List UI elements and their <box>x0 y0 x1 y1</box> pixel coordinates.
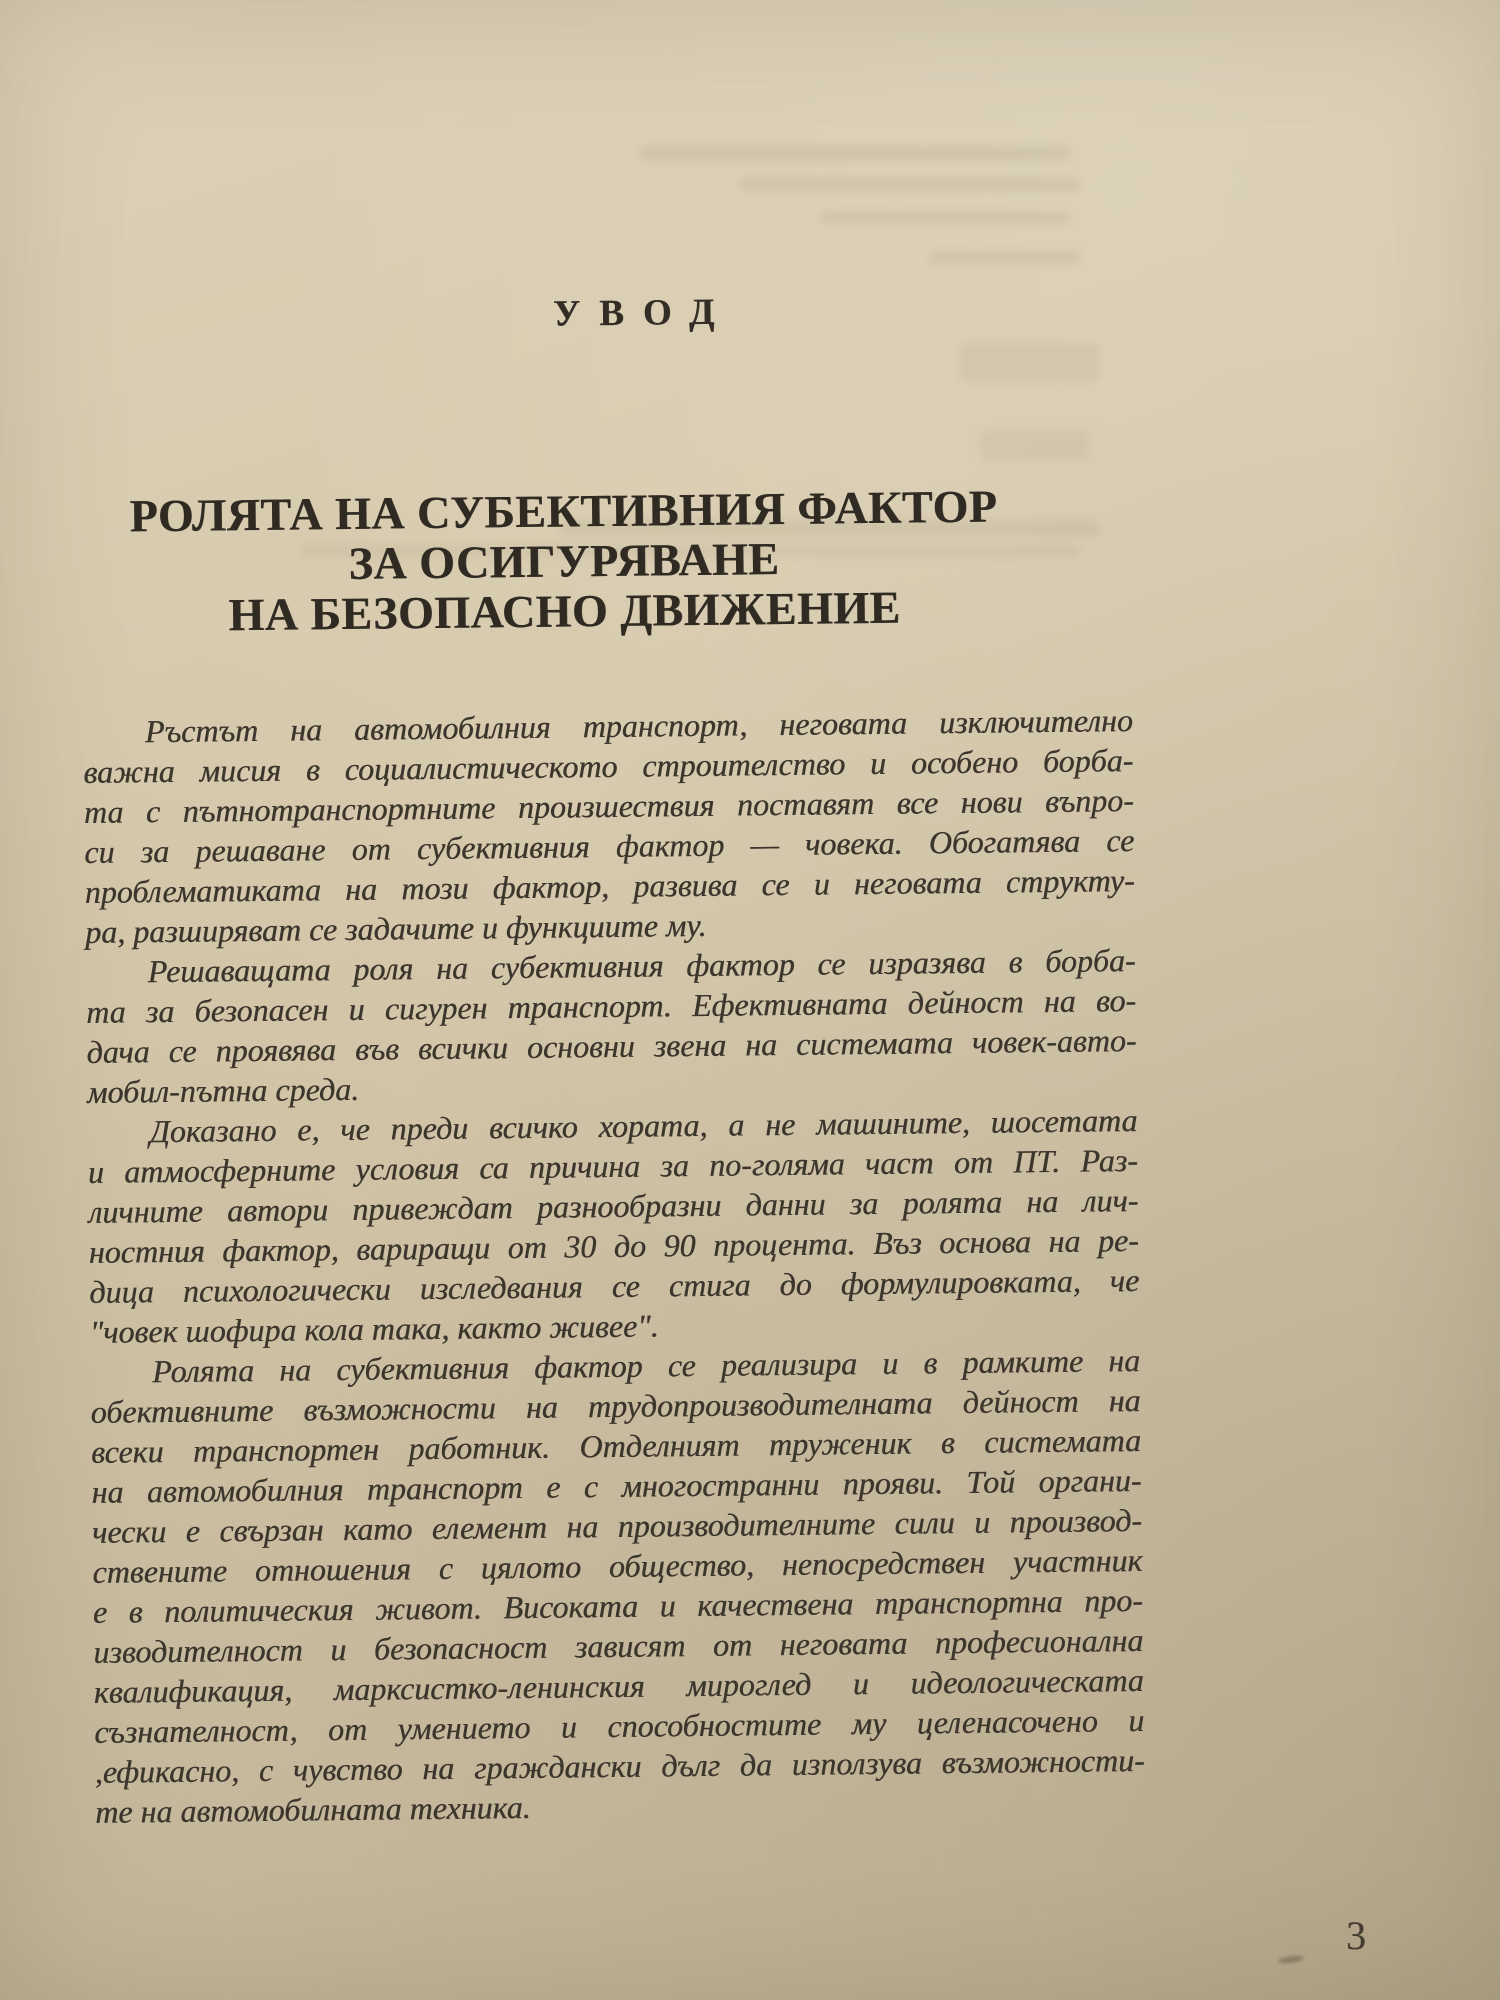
body-line: Решаващата роля на субективния фактор се изразява в борба- <box>147 942 1136 990</box>
body-line: на автомобилния транспорт е с многостранни прояви. Той органи- <box>91 1462 1142 1510</box>
body-line: ,ефикасно, с чувство на граждански дълг да използува възможности- <box>94 1741 1145 1790</box>
body-line: чески е свързан като елемент на производителните сили и производ- <box>91 1502 1143 1550</box>
body-line: проблематиката на този фактор, развива се и неговата структу- <box>84 862 1135 910</box>
body-line: всеки транспортен работник. Отделният труженик в системата <box>90 1422 1142 1470</box>
section-heading-line: РОЛЯТА НА СУБЕКТИВНИЯ ФАКТОР <box>129 480 998 542</box>
paragraph <box>87 1100 1140 1352</box>
body-line: съзнателност, от умението и способностите му целенасочено и <box>94 1701 1145 1750</box>
body-line: Доказано е, че преди всичко хората, а не машините, шосетата <box>149 1102 1138 1150</box>
body-text <box>83 700 1146 1832</box>
body-line: обективните възможности на трудопроизводителната дейност на <box>90 1382 1141 1430</box>
page-number: 3 <box>1346 1913 1366 1958</box>
body-line: важна мисия в социалистическото строителство и особено борба- <box>83 742 1134 790</box>
body-line: та за безопасен и сигурен транспорт. Ефективната дейност на во- <box>85 982 1137 1030</box>
body-line: е в политическия живот. Високата и качествена транспортна про- <box>92 1582 1144 1630</box>
body-line: дица психологически изследвания се стига до формулировката, че <box>89 1262 1140 1310</box>
body-line: Ролята на субективния фактор се реализира и в рамките на <box>151 1342 1141 1390</box>
body-line: личните автори привеждат разнообразни данни за ролята на лич- <box>88 1182 1139 1230</box>
body-line: ствените отношения с цялото общество, непосредствен участник <box>92 1542 1143 1590</box>
section-heading <box>38 481 1090 643</box>
scan-smudge <box>1278 1954 1305 1965</box>
paragraph <box>83 700 1136 952</box>
body-line: и атмосферните условия са причина за по-голяма част от ПТ. Раз- <box>87 1142 1139 1190</box>
body-line: те на автомобилната техника. <box>94 1788 531 1830</box>
chapter-title: УВОД <box>552 291 734 335</box>
paragraph <box>90 1340 1145 1832</box>
body-line: си за решаване от субективния фактор — човека. Обогатява се <box>84 822 1135 870</box>
body-line: "човек шофира кола така, както живее". <box>89 1307 659 1350</box>
section-heading-line: ЗА ОСИГУРЯВАНЕ <box>348 533 780 589</box>
body-line: ра, разширяват се задачите и функциите му. <box>84 906 707 950</box>
page-content <box>75 0 1146 1832</box>
body-line: мобил-пътна среда. <box>86 1070 360 1110</box>
body-line: квалификация, марксистко-ленинския мироглед и идеологическата <box>93 1661 1144 1710</box>
body-line: изводителност и безопасност зависят от неговата професионална <box>93 1621 1144 1670</box>
section-heading-line: НА БЕЗОПАСНО ДВИЖЕНИЕ <box>228 581 901 641</box>
body-line: та с пътнотранспортните произшествия поставят все нови въпро- <box>83 782 1134 830</box>
paragraph <box>85 940 1137 1112</box>
body-line: Ръстът на автомобилния транспорт, неговата изключително <box>144 702 1134 750</box>
body-line: ностния фактор, вариращи от 30 до 90 процента. Въз основа на ре- <box>88 1222 1139 1270</box>
body-line: дача се проявява във всички основни звена на системата човек-авто- <box>86 1022 1137 1070</box>
